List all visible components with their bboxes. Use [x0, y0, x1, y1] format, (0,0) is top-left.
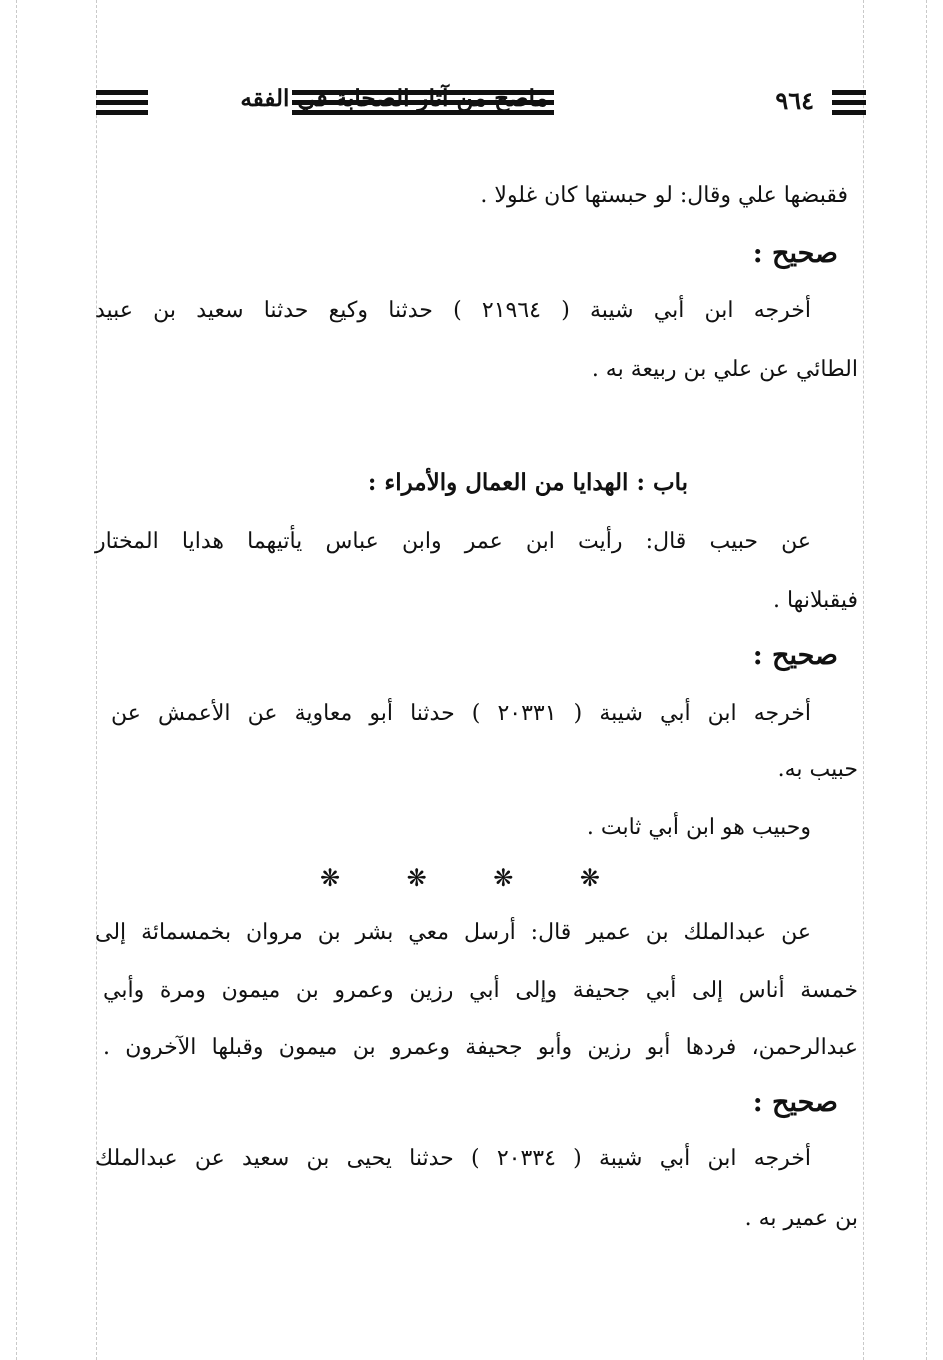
star-ornament-icon: ❋ [493, 864, 514, 892]
star-ornament-icon: ❋ [320, 864, 341, 892]
margin-guide-line [926, 0, 927, 1360]
margin-guide-line [16, 0, 17, 1360]
text-line: بن عمير به . [744, 1206, 858, 1231]
text-line: الطائي عن علي بن ربيعة به . [591, 357, 858, 382]
text-line: أخرجه ابن أبي شيبة ( ٢١٩٦٤ ) حدثنا وكيع حدثنا سعيد بن عبيد [95, 298, 811, 323]
running-header [96, 84, 866, 124]
text-line: فيقبلانها . [772, 588, 858, 613]
grading-heading: صحيح : [752, 238, 838, 269]
grading-heading: صحيح : [752, 1087, 838, 1118]
text-line: فقبضها علي وقال: لو حبستها كان غلولا . [480, 183, 848, 208]
text-line: عن عبدالملك بن عمير قال: أرسل معي بشر بن مروان بخمسمائة إلى [95, 920, 811, 945]
star-ornament-icon: ❋ [579, 864, 600, 892]
text-line: وحبيب هو ابن أبي ثابت . [586, 815, 811, 840]
section-separator [320, 862, 600, 894]
text-line: أخرجه ابن أبي شيبة ( ٢٠٣٣٤ ) حدثنا يحيى بن سعيد عن عبدالملك [95, 1146, 811, 1171]
grading-heading: صحيح : [752, 640, 838, 671]
book-title: ماصح من آثار الصحابة في الفقه [240, 85, 548, 112]
text-line: حبيب به. [777, 757, 858, 782]
text-line: خمسة أناس إلى أبي جحيفة وإلى أبي رزين وعمرو بن ميمون ومرة وأبي [103, 978, 858, 1003]
text-line: أخرجه ابن أبي شيبة ( ٢٠٣٣١ ) حدثنا أبو معاوية عن الأعمش عن [111, 701, 811, 726]
chapter-title: باب : الهدايا من العمال والأمراء : [367, 469, 688, 496]
text-line: عبدالرحمن، فردها أبو رزين وأبو جحيفة وعمرو بن ميمون وقبلها الآخرون . [103, 1035, 858, 1060]
margin-guide-line [863, 0, 864, 1360]
star-ornament-icon: ❋ [406, 864, 427, 892]
text-line: عن حبيب قال: رأيت ابن عمر وابن عباس يأتيهما هدايا المختار [95, 529, 811, 554]
page-number: ٩٦٤ [775, 86, 814, 115]
